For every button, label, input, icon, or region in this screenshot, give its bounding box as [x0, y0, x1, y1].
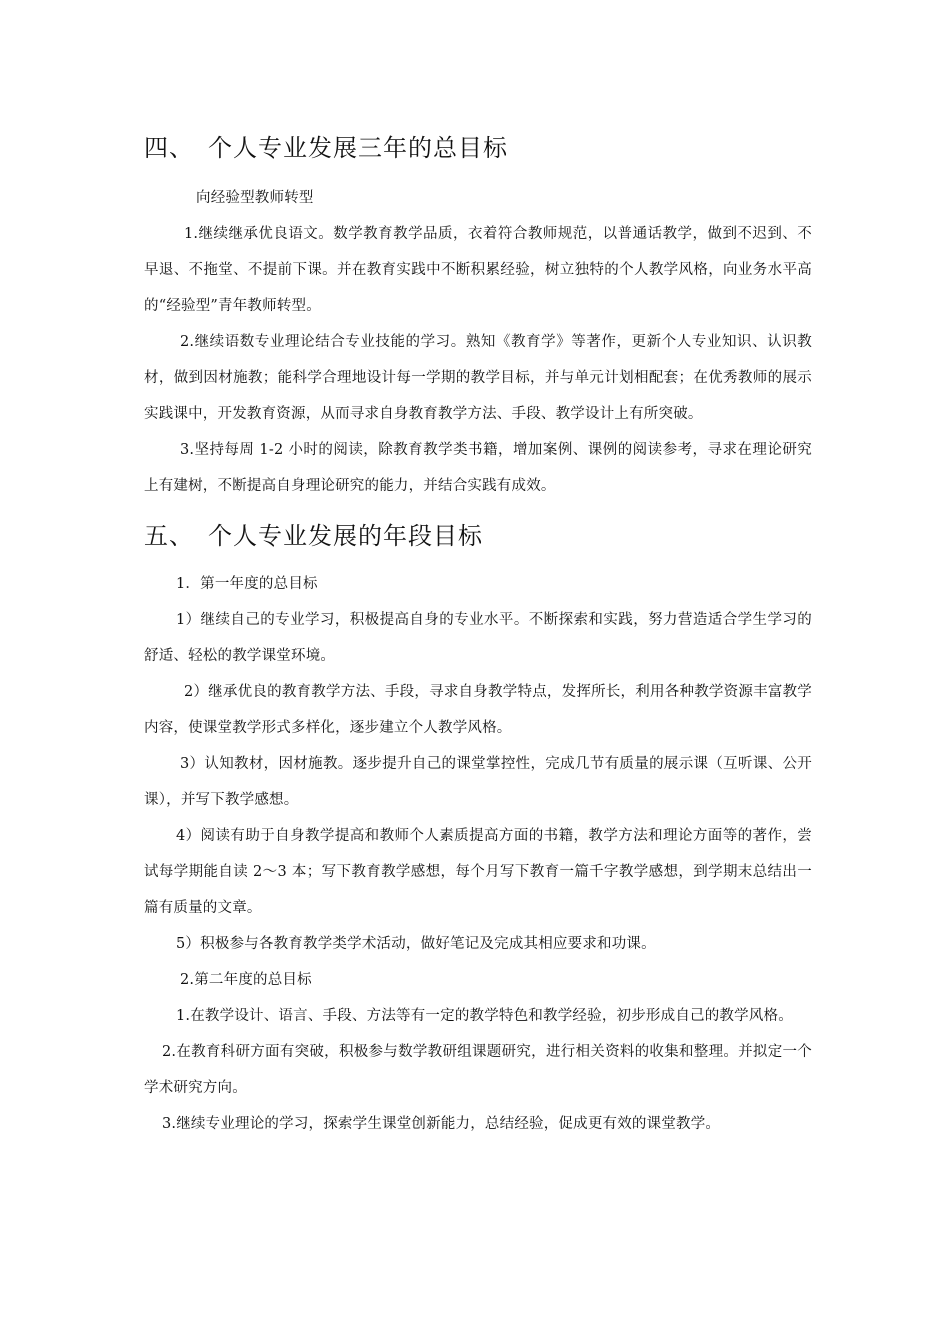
section-4-title: 个人专业发展三年的总目标 — [208, 134, 508, 162]
year-1-item-4: 4）阅读有助于自身教学提高和教师个人素质提高方面的书籍，教学方法和理论方面等的著作，尝试每学期能自读 2～3 本；写下教育教学感想，每个月写下教育一篇千字教学感想，到学期末总结出一篇有质量的文章。 — [144, 828, 812, 916]
year-2-item-1: 1.在教学设计、语言、手段、方法等有一定的教学特色和教学经验，初步形成自己的教学风格。 — [176, 1008, 793, 1024]
year-2-heading: 2.第二年度的总目标 — [180, 972, 312, 988]
document-content — [144, 128, 812, 1142]
year-2-item-3: 3.继续专业理论的学习，探索学生课堂创新能力，总结经验，促成更有效的课堂教学。 — [162, 1116, 721, 1132]
section-5-heading — [144, 516, 812, 556]
section-5-number: 五、 — [144, 522, 194, 550]
section-4-subtitle: 向经验型教师转型 — [196, 190, 314, 206]
section-4-item-1: 1.继续继承优良语文。数学教育教学品质，衣着符合教师规范，以普通话教学，做到不迟到、不早退、不拖堂、不提前下课。并在教育实践中不断积累经验，树立独特的个人教学风格，向业务水平高的“经验型”青年教师转型。 — [144, 226, 812, 314]
year-1-item-3: 3）认知教材，因材施教。逐步提升自己的课堂掌控性，完成几节有质量的展示课（互听课、公开课），并写下教学感想。 — [144, 756, 812, 808]
section-4-number: 四、 — [144, 134, 194, 162]
section-4-heading — [144, 128, 812, 168]
year-1-item-1: 1）继续自己的专业学习，积极提高自身的专业水平。不断探索和实践，努力营造适合学生学习的舒适、轻松的教学课堂环境。 — [144, 612, 812, 664]
section-4-item-3: 3.坚持每周 1-2 小时的阅读，除教育教学类书籍，增加案例、课例的阅读参考，寻求在理论研究上有建树，不断提高自身理论研究的能力，并结合实践有成效。 — [144, 442, 812, 494]
year-2-item-2: 2.在教育科研方面有突破，积极参与数学教研组课题研究，进行相关资料的收集和整理。并拟定一个学术研究方向。 — [144, 1044, 812, 1096]
section-5-title: 个人专业发展的年段目标 — [208, 522, 483, 550]
section-4-item-2: 2.继续语数专业理论结合专业技能的学习。熟知《教育学》等著作，更新个人专业知识、认识教材，做到因材施教；能科学合理地设计每一学期的教学目标，并与单元计划相配套；在优秀教师的展示实践课中，开发教育资源，从而寻求自身教育教学方法、手段、教学设计上有所突破。 — [144, 334, 812, 422]
year-1-item-5: 5）积极参与各教育教学类学术活动，做好笔记及完成其相应要求和功课。 — [176, 936, 656, 952]
year-1-item-2: 2）继承优良的教育教学方法、手段，寻求自身教学特点，发挥所长，利用各种教学资源丰富教学内容，使课堂教学形式多样化，逐步建立个人教学风格。 — [144, 684, 812, 736]
year-1-heading: 1．第一年度的总目标 — [176, 576, 318, 592]
